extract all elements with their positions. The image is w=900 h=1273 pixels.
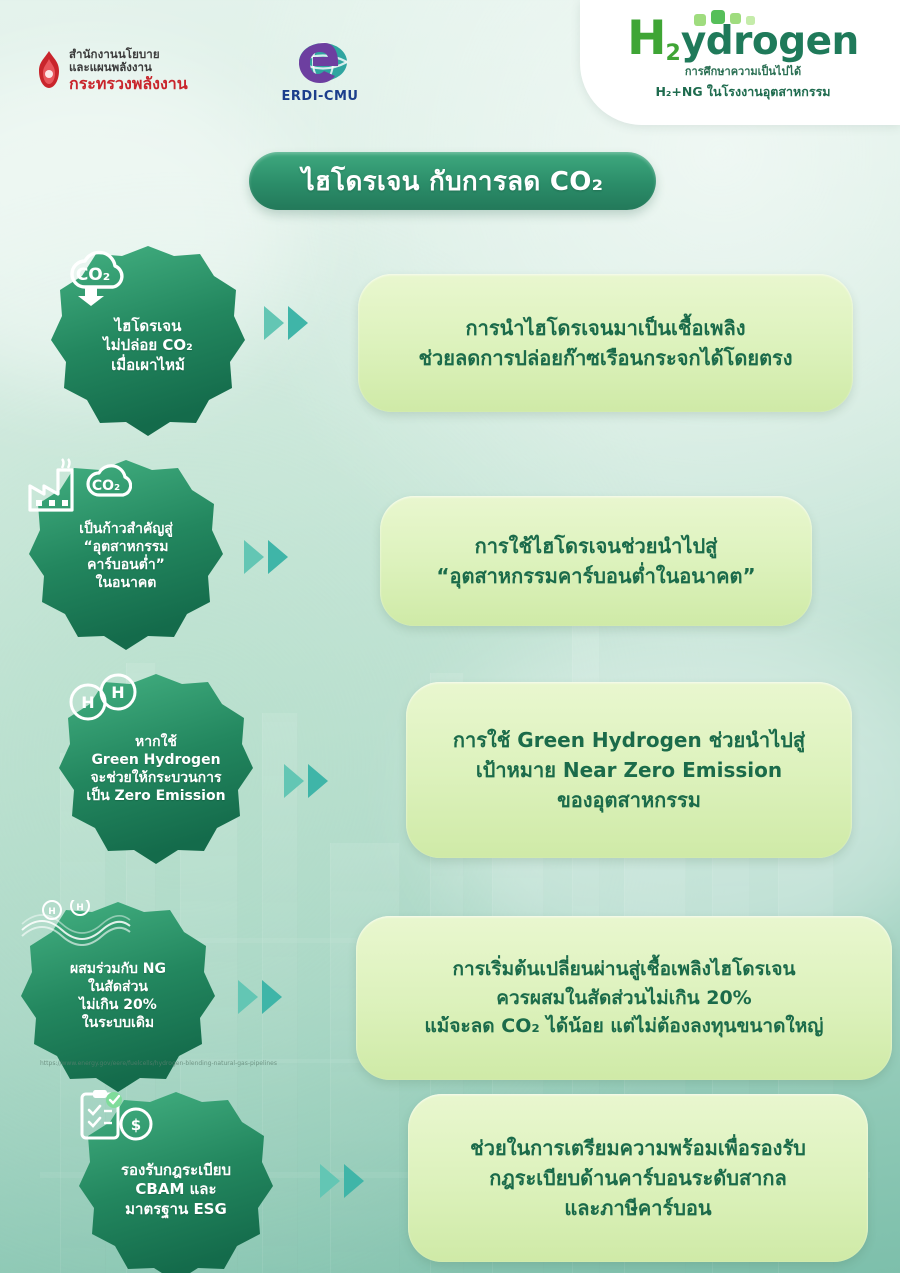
arrow-1 bbox=[262, 302, 322, 344]
card-2-text: การใช้ไฮโดรเจนช่วยนำไปสู่ “อุตสาหกรรมคาร์บอนต่ำในอนาคต” bbox=[436, 534, 756, 588]
ministry-line1: สำนักงานนโยบาย bbox=[69, 47, 160, 61]
badge-2-text: เป็นก้าวสำคัญสู่ “อุตสาหกรรม คาร์บอนต่ำ” ในอนาคต bbox=[79, 521, 173, 591]
arrow-2 bbox=[242, 536, 302, 578]
hydrogen-sub2: 2 bbox=[665, 41, 681, 67]
badge-1[interactable] bbox=[48, 244, 248, 444]
arrow-4 bbox=[236, 976, 296, 1018]
card-4-text: การเริ่มต้นเปลี่ยนผ่านสู่เชื้อเพลิงไฮโดรเจน ควรผสมในสัดส่วนไม่เกิน 20% แม้จะลด CO₂ ได้น้อย แต่ไม่ต้องลงทุนขนาดใหญ่ bbox=[424, 958, 824, 1038]
logo-ministry-of-energy bbox=[36, 48, 188, 93]
svg-text:H: H bbox=[111, 683, 125, 702]
hydrogen-tagline-2: H₂+NG ในโรงงานอุตสาหกรรม bbox=[655, 84, 831, 100]
badge-4-text: ผสมร่วมกับ NG ในสัดส่วน ไม่เกิน 20% ในระบบเดิม bbox=[69, 961, 167, 1031]
card-1[interactable] bbox=[358, 274, 853, 412]
arrow-3 bbox=[282, 760, 342, 802]
svg-text:H: H bbox=[81, 693, 95, 712]
badge-5[interactable] bbox=[76, 1090, 276, 1273]
badge-1-text: ไฮโดรเจน ไม่ปล่อย CO₂ เมื่อเผาไหม้ bbox=[103, 317, 193, 374]
globe-e-icon bbox=[291, 40, 349, 86]
svg-text:H: H bbox=[48, 907, 56, 917]
badge-2[interactable] bbox=[26, 458, 226, 658]
card-3-text: การใช้ Green Hydrogen ช่วยนำไปสู่ เป้าหมาย Near Zero Emission ของอุตสาหกรรม bbox=[452, 728, 806, 812]
hydrogen-project-badge bbox=[580, 0, 900, 125]
svg-text:H: H bbox=[76, 903, 84, 913]
badge-3[interactable] bbox=[56, 672, 256, 872]
card-4[interactable] bbox=[356, 916, 892, 1080]
badge-4[interactable] bbox=[18, 900, 218, 1100]
ministry-line2: และแผนพลังงาน bbox=[69, 59, 152, 74]
card-5-text: ช่วยในการเตรียมความพร้อมเพื่อรองรับ กฎระเบียบด้านคาร์บอนระดับสากล และภาษีคาร์บอน bbox=[470, 1136, 806, 1220]
hydrogen-tagline-1: การศึกษาความเป็นไปได้ bbox=[684, 65, 802, 79]
logo-erdi-cmu bbox=[278, 40, 362, 104]
badge-4-footnote: https://www.energy.gov/eere/fuelcells/hydrogen-blending-natural-gas-pipelines bbox=[40, 1060, 277, 1067]
svg-text:CO₂: CO₂ bbox=[91, 478, 121, 494]
arrow-5 bbox=[318, 1160, 378, 1202]
hydrogen-rest: ydrogen bbox=[680, 19, 859, 65]
hydrogen-h: H bbox=[627, 11, 666, 66]
card-5[interactable] bbox=[408, 1094, 868, 1262]
svg-text:$: $ bbox=[130, 1116, 142, 1134]
card-2[interactable] bbox=[380, 496, 812, 626]
erdi-label: ERDI-CMU bbox=[281, 89, 359, 104]
flame-icon bbox=[36, 50, 62, 90]
card-3[interactable] bbox=[406, 682, 852, 858]
page-title bbox=[249, 152, 656, 210]
card-1-text: การนำไฮโดรเจนมาเป็นเชื้อเพลิง ช่วยลดการปล่อยก๊าซเรือนกระจกได้โดยตรง bbox=[418, 316, 793, 370]
svg-text:CO₂: CO₂ bbox=[75, 265, 111, 285]
badge-5-text: รองรับกฎระเบียบ CBAM และ มาตรฐาน ESG bbox=[120, 1161, 232, 1218]
header bbox=[0, 0, 900, 128]
badge-3-text: หากใช้ Green Hydrogen จะช่วยให้กระบวนการ เป็น Zero Emission bbox=[86, 734, 226, 804]
ministry-line3: กระทรวงพลังงาน bbox=[69, 73, 188, 93]
page-title-text: ไฮโดรเจน กับการลด CO₂ bbox=[301, 166, 604, 197]
